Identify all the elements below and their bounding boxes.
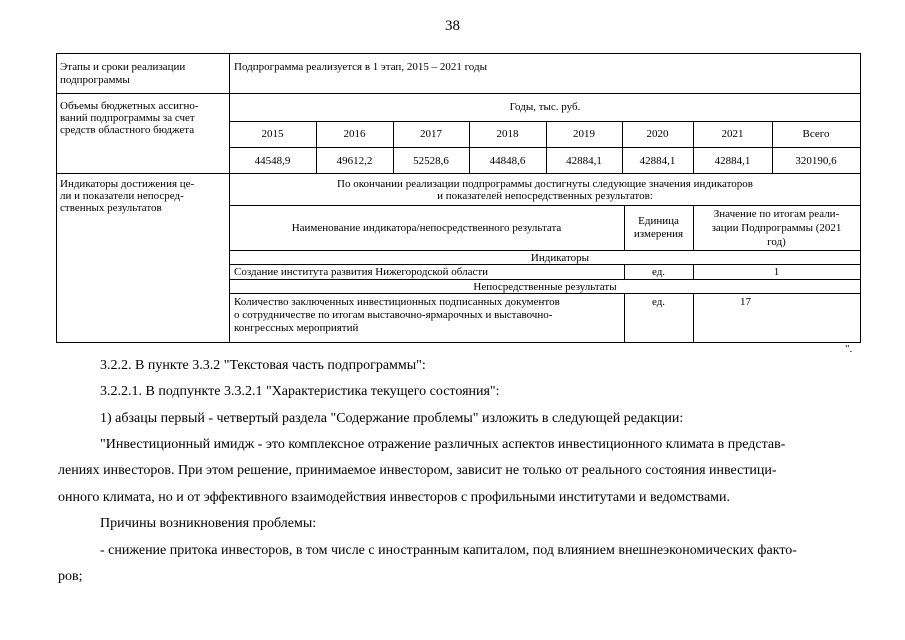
- row3-label-line2: ли и показатели непосред-: [60, 190, 184, 202]
- table-border: [56, 93, 861, 94]
- paragraph-line: лениях инвесторов. При этом решение, принимаемое инвестором, зависит не только от реального состояния инвестици-: [58, 463, 777, 478]
- year-cell: 2019: [573, 128, 595, 140]
- row2-label-line1: Объемы бюджетных ассигно-: [60, 100, 199, 112]
- closing-quote: ".: [845, 343, 853, 355]
- table-border: [229, 147, 861, 148]
- row2-label-line2: ваний подпрограммы за счет: [60, 112, 195, 124]
- paragraph: Причины возникновения проблемы:: [100, 516, 317, 531]
- indicators-intro-line1: По окончании реализации подпрограммы достигнуты следующие значения индикаторов: [337, 178, 753, 190]
- amount-cell: 44548,9: [254, 155, 291, 167]
- indicator-value: 1: [773, 266, 780, 278]
- col-header-name: Наименование индикатора/непосредственного результата: [291, 222, 562, 234]
- amount-cell: 42884,1: [566, 155, 602, 167]
- paragraph: 1) абзацы первый - четвертый раздела "Содержание проблемы" изложить в следующей редакции:: [100, 411, 684, 426]
- table-border: [229, 264, 861, 265]
- table-border: [693, 293, 694, 342]
- result-line3: конгрессных мероприятий: [234, 322, 359, 334]
- page-number: 38: [445, 18, 460, 34]
- section-indicators: Индикаторы: [530, 252, 590, 264]
- table-border: [56, 173, 861, 174]
- amount-cell: 44848,6: [489, 155, 526, 167]
- amount-cell: 52528,6: [413, 155, 449, 167]
- result-unit: ед.: [651, 296, 666, 308]
- table-border: [229, 293, 861, 294]
- table-border: [229, 121, 861, 122]
- row1-label-line1: Этапы и сроки реализации: [60, 61, 186, 73]
- table-border: [56, 53, 57, 343]
- paragraph-line: "Инвестиционный имидж - это комплексное отражение различных аспектов инвестиционного климата в представ-: [100, 437, 786, 452]
- result-line2: о сотрудничестве по итогам выставочно-ярмарочных и выставочно-: [234, 309, 553, 321]
- row3-label-line3: ственных результатов: [60, 202, 162, 214]
- row1-value: Подпрограмма реализуется в 1 этап, 2015 – 2021 годы: [234, 61, 487, 73]
- table-border: [229, 250, 861, 251]
- year-cell: 2017: [420, 128, 442, 140]
- row2-label-line3: средств областного бюджета: [60, 124, 195, 136]
- year-cell: 2015: [261, 128, 284, 140]
- row3-label-line1: Индикаторы достижения це-: [60, 178, 195, 190]
- paragraph: 3.2.2.1. В подпункте 3.3.2.1 "Характеристика текущего состояния":: [100, 384, 500, 399]
- paragraph-line: ров;: [58, 569, 83, 584]
- table-border: [229, 279, 861, 280]
- indicator-unit: ед.: [651, 266, 666, 278]
- col-header-value-line1: Значение по итогам реали-: [713, 208, 840, 220]
- paragraph-line: онного климата, но и от эффективного взаимодействия инвесторов с профильными институтами и ведомствами.: [58, 490, 731, 505]
- year-cell: 2021: [721, 128, 744, 140]
- year-cell: 2020: [646, 128, 669, 140]
- budget-header: Годы, тыс. руб.: [509, 101, 581, 113]
- year-cell: Всего: [802, 128, 830, 140]
- row1-label-line2: подпрограммы: [60, 74, 130, 86]
- amount-cell: 42884,1: [714, 155, 751, 167]
- result-value: 17: [740, 296, 751, 308]
- table-border: [229, 205, 861, 206]
- paragraph-line: - снижение притока инвесторов, в том числе с иностранным капиталом, под влиянием внешнеэкономических факто-: [100, 543, 797, 558]
- section-results: Непосредственные результаты: [473, 281, 617, 293]
- paragraph: 3.2.2. В пункте 3.3.2 "Текстовая часть подпрограммы":: [100, 358, 426, 373]
- amount-cell: 42884,1: [639, 155, 676, 167]
- col-header-unit-line1: Единица: [638, 215, 679, 227]
- indicator-name: Создание института развития Нижегородской области: [234, 266, 489, 278]
- table-border: [56, 342, 861, 343]
- year-cell: 2016: [343, 128, 366, 140]
- col-header-value-line2: зации Подпрограммы (2021: [711, 222, 842, 234]
- amount-cell: 320190,6: [795, 155, 837, 167]
- year-cell: 2018: [496, 128, 519, 140]
- col-header-unit-line2: измерения: [633, 228, 684, 240]
- result-line1: Количество заключенных инвестиционных подписанных документов: [234, 296, 560, 308]
- table-border: [56, 53, 861, 54]
- col-header-value-line3: год): [767, 236, 786, 248]
- amount-cell: 49612,2: [336, 155, 373, 167]
- indicators-intro-line2: и показателей непосредственных результатов:: [437, 190, 653, 202]
